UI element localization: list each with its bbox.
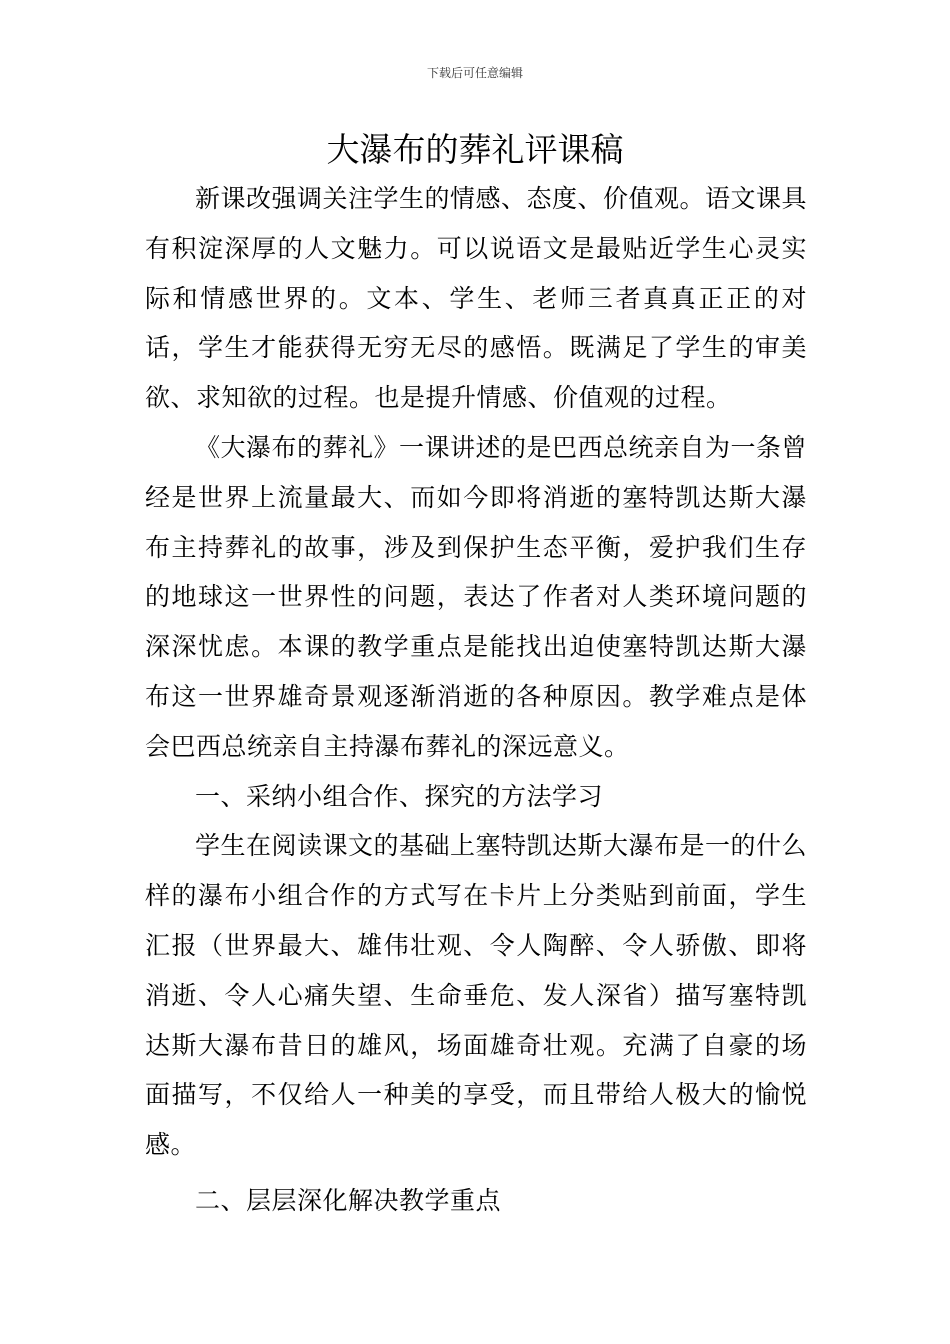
document-title: 大瀑布的葬礼评课稿 [326,130,624,169]
paragraph-lesson-overview: 《大瀑布的葬礼》一课讲述的是巴西总统亲自为一条曾经是世界上流量最大、而如今即将消逝的塞特凯达斯大瀑布主持葬礼的故事，涉及到保护生态平衡，爱护我们生存的地球这一世界性的问题，表达了作者对人类环境问题的深深忧虑。本课的教学重点是能找出迫使塞特凯达斯大瀑布这一世界雄奇景观逐渐消逝的各种原因。教学难点是体会巴西总统亲自主持瀑布葬礼的深远意义。 [145,432,808,761]
paragraph-intro: 新课改强调关注学生的情感、态度、价值观。语文课具有积淀深厚的人文魅力。可以说语文是最贴近学生心灵实际和情感世界的。文本、学生、老师三者真真正正的对话，学生才能获得无穷无尽的感悟。既满足了学生的审美欲、求知欲的过程。也是提升情感、价值观的过程。 [145,184,808,413]
paragraph-group-work: 学生在阅读课文的基础上塞特凯达斯大瀑布是一的什么样的瀑布小组合作的方式写在卡片上分类贴到前面，学生汇报（世界最大、雄伟壮观、令人陶醉、令人骄傲、即将消逝、令人心痛失望、生命垂危、发人深省）描写塞特凯达斯大瀑布昔日的雄风，场面雄奇壮观。充满了自豪的场面描写，不仅给人一种美的享受，而且带给人极大的愉悦感。 [145,831,808,1160]
section-heading-1: 一、采纳小组合作、探究的方法学习 [195,781,604,811]
header-note: 下载后可任意编辑 [426,66,523,80]
section-heading-2: 二、层层深化解决教学重点 [195,1185,502,1215]
document-body [145,174,807,1226]
